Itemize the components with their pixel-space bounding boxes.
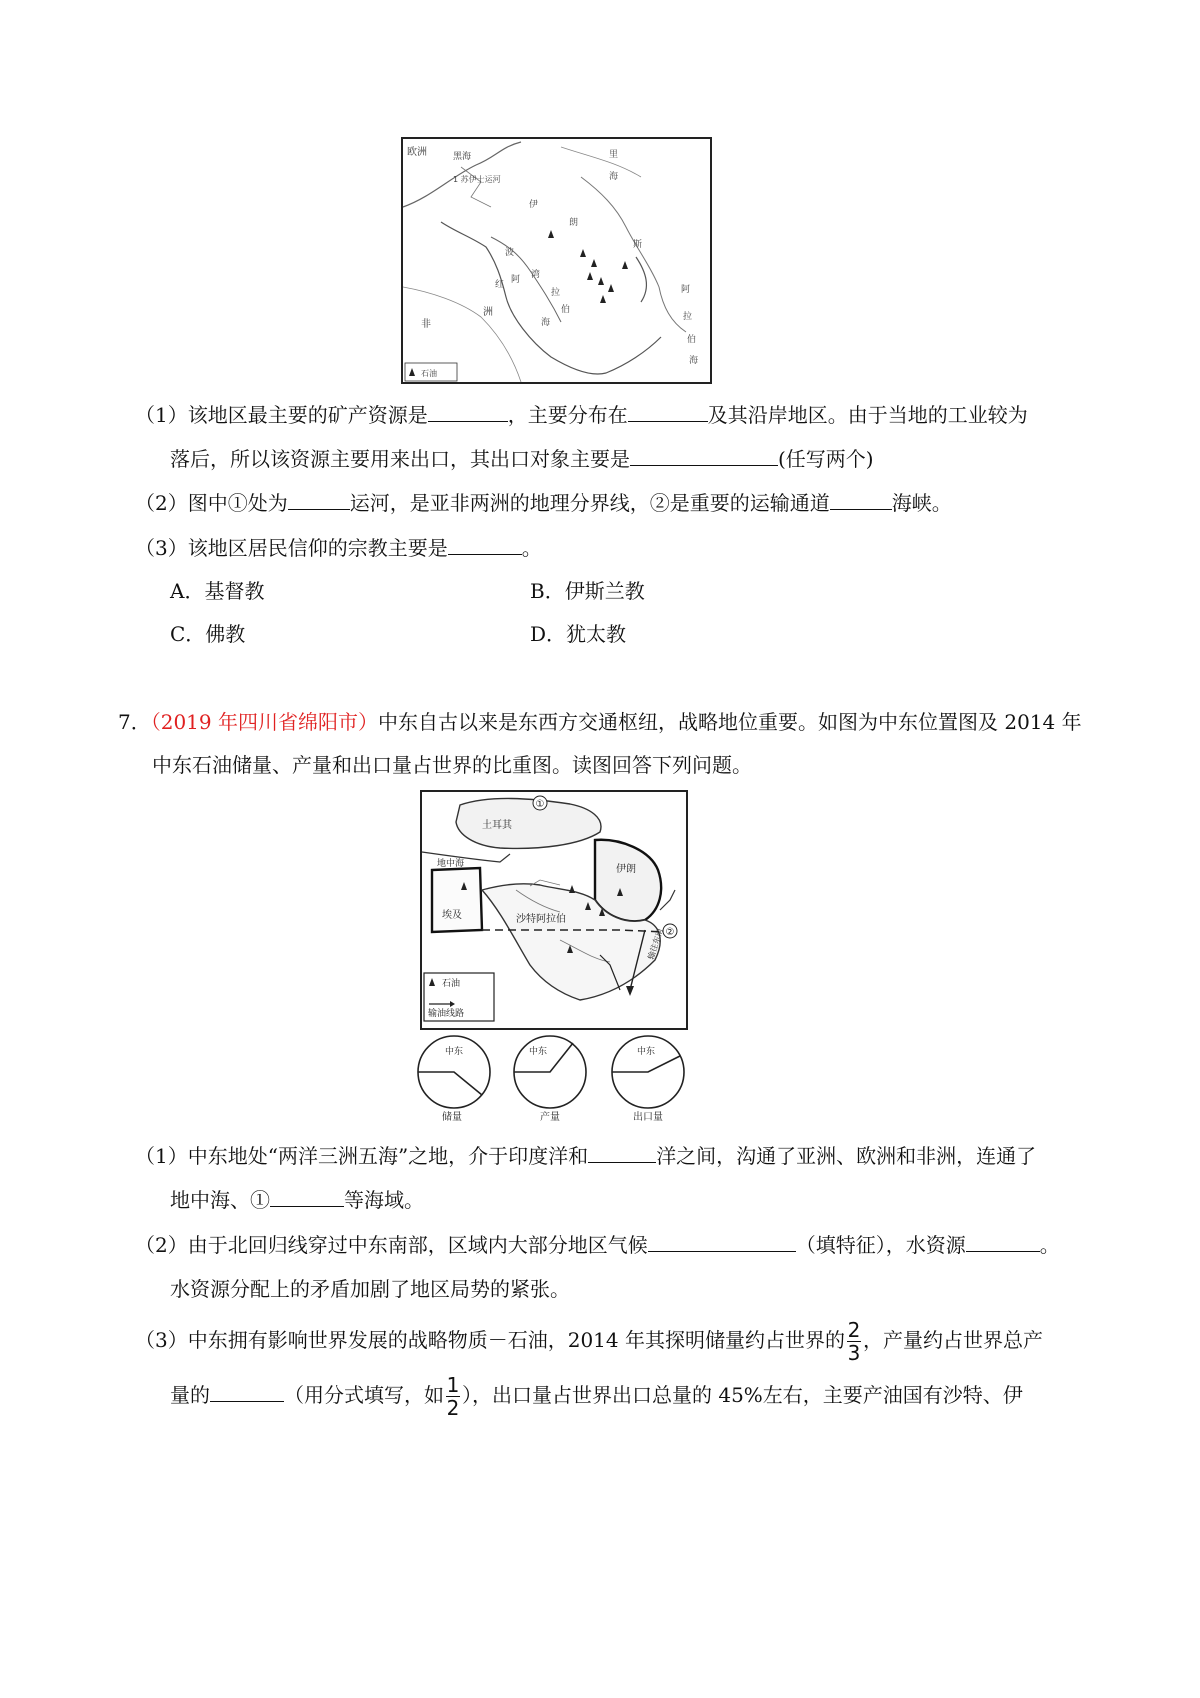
oil-share-pies bbox=[408, 1030, 698, 1122]
map2-label-saudi: 沙特阿拉伯 bbox=[516, 914, 566, 925]
map2-label-med: 地中海 bbox=[437, 859, 465, 869]
q7-part3-line1: （3）中东拥有影响世界发展的战略物质－石油，2014 年其探明储量约占世界的 $\frac{2}{3}$ ，产量约占世界总产 bbox=[135, 1318, 1043, 1365]
map2-label-iran: 伊朗 bbox=[616, 864, 636, 875]
map1-label-char: 斯 bbox=[633, 240, 643, 250]
map1-label-char: 拉 bbox=[683, 312, 693, 322]
map1-label-char: 阿 bbox=[681, 285, 691, 295]
answer-blank[interactable] bbox=[210, 1383, 284, 1402]
q7-part1-line2: 地中海、① 等海域。 bbox=[170, 1188, 424, 1212]
map1-label-europe: 欧洲 bbox=[407, 147, 427, 158]
pie-label-me: 中东 bbox=[528, 1047, 548, 1057]
map1-label-char: 拉 bbox=[551, 288, 561, 298]
q7-part3-line2: 量的 （用分式填写，如 $\frac{1}{2}$ ），出口量占世界出口总量的 45%左右，主要产油国有沙特、伊 bbox=[170, 1373, 1023, 1420]
map2-marker-2: ② bbox=[665, 927, 675, 938]
fraction-two-thirds: $\frac{2}{3}$ bbox=[847, 1318, 861, 1365]
pie-caption-production: 产量 bbox=[540, 1112, 560, 1122]
q6-option-a[interactable]: A．基督教 bbox=[170, 579, 265, 603]
answer-blank[interactable] bbox=[270, 1188, 344, 1207]
q6-option-c[interactable]: C．佛教 bbox=[170, 622, 246, 646]
pie-caption-export: 出口量 bbox=[633, 1112, 663, 1122]
map1-label-char: 红 bbox=[495, 280, 505, 290]
answer-blank[interactable] bbox=[628, 403, 708, 422]
map1-label-blacksea: 黑海 bbox=[453, 152, 472, 162]
pie-caption-reserves: 储量 bbox=[442, 1112, 462, 1122]
pie-export bbox=[612, 1036, 684, 1122]
q6-part1-line2: 落后，所以该资源主要用来出口，其出口对象主要是 (任写两个) bbox=[170, 447, 874, 471]
answer-blank[interactable] bbox=[966, 1233, 1040, 1252]
q6-part1-line1: （1）该地区最主要的矿产资源是 ，主要分布在 及其沿岸地区。由于当地的工业较为 bbox=[135, 403, 1028, 427]
map2-legend-oil: 石油 bbox=[442, 979, 461, 989]
q6-option-d[interactable]: D．犹太教 bbox=[530, 622, 627, 646]
q6-part2: （2）图中①处为 运河，是亚非两洲的地理分界线，②是重要的运输通道 海峡。 bbox=[135, 491, 952, 515]
q7-intro-line1: 7．（2019 年四川省绵阳市）中东自古以来是东西方交通枢纽，战略地位重要。如图为中东位置图及 2014 年 bbox=[118, 710, 1082, 734]
fraction-one-half: $\frac{1}{2}$ bbox=[446, 1373, 460, 1420]
map1-label-char: 海 bbox=[609, 172, 619, 182]
map1-label-char: 湾 bbox=[531, 270, 541, 280]
pie-reserves bbox=[418, 1036, 490, 1122]
map1-label-char: 伊 bbox=[529, 200, 539, 210]
q6-part3: （3）该地区居民信仰的宗教主要是 。 bbox=[135, 536, 542, 560]
question-number: 7． bbox=[118, 710, 151, 734]
map1-label-char: 海 bbox=[541, 318, 551, 328]
map1-label-char: 伯 bbox=[687, 335, 697, 345]
map1-label-char: 朗 bbox=[569, 218, 579, 228]
question-source: （2019 年四川省绵阳市） bbox=[150, 710, 378, 734]
answer-blank[interactable] bbox=[288, 491, 350, 510]
pie-label-me: 中东 bbox=[444, 1047, 464, 1057]
map1-label-char: 洲 bbox=[483, 307, 493, 318]
answer-blank[interactable] bbox=[588, 1144, 656, 1163]
pie-production bbox=[514, 1036, 586, 1122]
answer-blank[interactable] bbox=[648, 1233, 796, 1252]
map2-marker-1: ① bbox=[535, 799, 545, 810]
map2-label-egypt: 埃及 bbox=[442, 910, 462, 921]
map1-label-char: 阿 bbox=[511, 275, 521, 285]
pie-label-me: 中东 bbox=[636, 1047, 656, 1057]
map2-legend-route: 输油线路 bbox=[428, 1009, 465, 1019]
map1-label-char: 海 bbox=[689, 356, 699, 366]
map1-label-canal: 1 苏伊士运河 bbox=[453, 175, 501, 184]
q7-intro-line2: 中东石油储量、产量和出口量占世界的比重图。读图回答下列问题。 bbox=[152, 753, 752, 777]
map1-label-char: 里 bbox=[609, 150, 619, 160]
q6-option-b[interactable]: B．伊斯兰教 bbox=[530, 579, 645, 603]
middle-east-map-1 bbox=[401, 137, 712, 384]
answer-blank[interactable] bbox=[630, 447, 778, 466]
q7-part2-line2: 水资源分配上的矛盾加剧了地区局势的紧张。 bbox=[170, 1277, 570, 1301]
map1-label-char: 非 bbox=[421, 319, 431, 330]
middle-east-map-2 bbox=[420, 790, 688, 1030]
map1-label-char: 伯 bbox=[561, 305, 571, 315]
map2-label-route: 输往东南 bbox=[646, 927, 665, 961]
answer-blank[interactable] bbox=[428, 403, 508, 422]
answer-blank[interactable] bbox=[830, 491, 892, 510]
q7-part1-line1: （1）中东地处“两洋三洲五海”之地，介于印度洋和 洋之间，沟通了亚洲、欧洲和非洲，连通了 bbox=[135, 1144, 1037, 1168]
answer-blank[interactable] bbox=[448, 536, 522, 555]
map2-label-turkey: 土耳其 bbox=[482, 820, 512, 831]
q7-part2-line1: （2）由于北回归线穿过中东南部，区域内大部分地区气候 （填特征），水资源 。 bbox=[135, 1233, 1060, 1257]
map1-label-char: 波 bbox=[505, 248, 515, 258]
map1-legend-oil: 石油 bbox=[421, 369, 437, 378]
